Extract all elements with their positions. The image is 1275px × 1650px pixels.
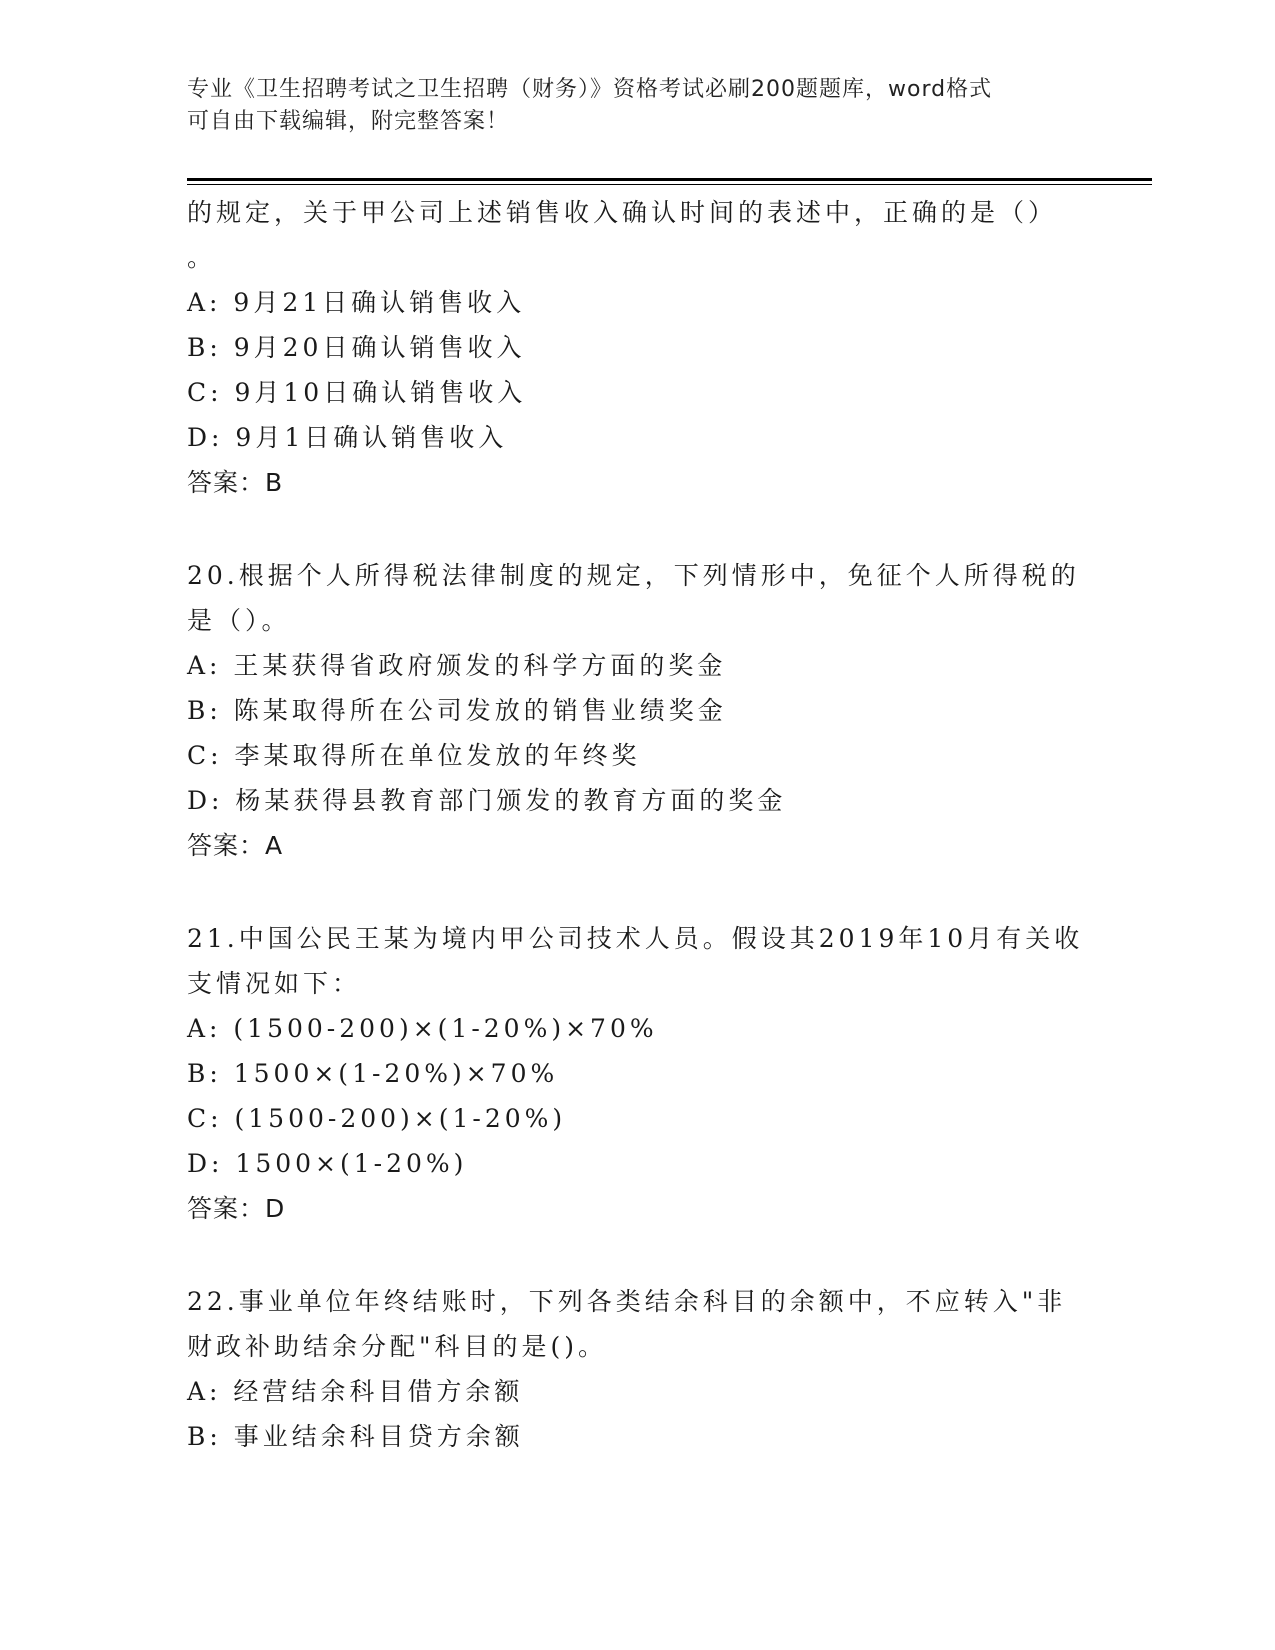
- option-d: D: 1500×(1-20%): [187, 1149, 468, 1178]
- header-line-1: 专业《卫生招聘考试之卫生招聘（财务）》资格考试必刷200题题库，word格式: [187, 77, 993, 102]
- option-a: A: (1500-200)×(1-20%)×70%: [187, 1014, 658, 1043]
- option-a: A: 9月21日确认销售收入: [187, 288, 526, 317]
- document-body: [187, 190, 1087, 1459]
- spacer: [187, 505, 1087, 553]
- option-b: B: 1500×(1-20%)×70%: [187, 1059, 559, 1088]
- question-stem-line: 支情况如下：: [187, 969, 362, 998]
- option-d: D: 9月1日确认销售收入: [187, 423, 508, 452]
- option-c: C: 9月10日确认销售收入: [187, 378, 527, 407]
- option-b: B: 事业结余科目贷方余额: [187, 1422, 524, 1451]
- option-b: B: 9月20日确认销售收入: [187, 333, 526, 362]
- question-20: [187, 553, 1087, 868]
- header-divider-thin: [187, 184, 1152, 185]
- answer: 答案：B: [187, 468, 284, 497]
- question-stem-line: 21.中国公民王某为境内甲公司技术人员。假设其2019年10月有关收: [187, 924, 1084, 953]
- question-22: [187, 1279, 1087, 1459]
- question-19-continued: [187, 190, 1087, 505]
- question-stem-line: 财政补助结余分配"科目的是()。: [187, 1332, 608, 1361]
- option-a: A: 王某获得省政府颁发的科学方面的奖金: [187, 651, 727, 680]
- option-b: B: 陈某取得所在公司发放的销售业绩奖金: [187, 696, 727, 725]
- page-header: [187, 74, 1067, 138]
- spacer: [187, 1231, 1087, 1279]
- option-a: A: 经营结余科目借方余额: [187, 1377, 524, 1406]
- question-stem-line: 的规定，关于甲公司上述销售收入确认时间的表述中，正确的是（）: [187, 198, 1058, 227]
- question-stem-line: 。: [187, 243, 217, 272]
- header-line-2: 可自由下载编辑，附完整答案！: [187, 109, 510, 134]
- question-stem-line: 是（）。: [187, 606, 291, 635]
- option-c: C: 李某取得所在单位发放的年终奖: [187, 741, 641, 770]
- question-stem-line: 20.根据个人所得税法律制度的规定，下列情形中，免征个人所得税的: [187, 561, 1080, 590]
- answer: 答案：D: [187, 1194, 286, 1223]
- answer: 答案：A: [187, 831, 284, 860]
- spacer: [187, 868, 1087, 916]
- option-c: C: (1500-200)×(1-20%): [187, 1104, 567, 1133]
- question-21: [187, 916, 1087, 1231]
- header-divider-thick: [187, 178, 1152, 181]
- question-stem-line: 22.事业单位年终结账时，下列各类结余科目的余额中，不应转入"非: [187, 1287, 1067, 1316]
- option-d: D: 杨某获得县教育部门颁发的教育方面的奖金: [187, 786, 787, 815]
